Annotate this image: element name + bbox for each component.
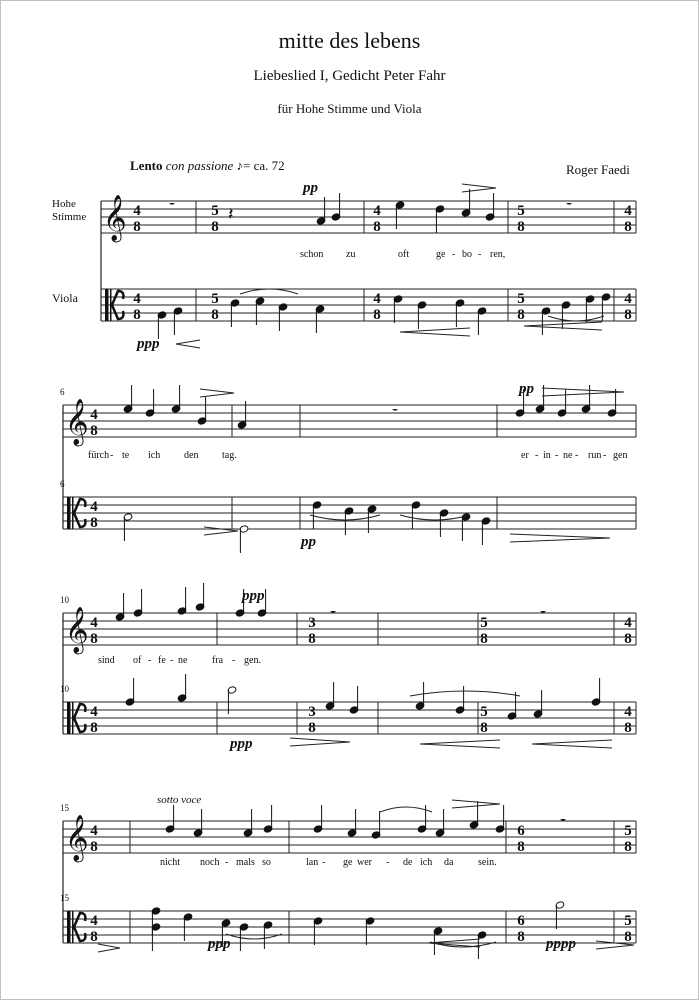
time-sig-denominator: 8 — [624, 929, 632, 945]
lyric-syllable: zu — [346, 249, 356, 260]
lyric-syllable: den — [184, 450, 199, 461]
treble-clef-icon: 𝄞 — [65, 399, 89, 444]
alto-clef-bar — [67, 911, 71, 943]
voice-staff — [63, 821, 636, 853]
time-sig-denominator: 8 — [308, 631, 316, 647]
lyric-syllable: fra — [212, 655, 224, 666]
treble-clef-icon: 𝄞 — [65, 815, 89, 860]
time-sig-denominator: 8 — [90, 423, 98, 439]
time-sig-denominator: 8 — [517, 219, 525, 235]
time-sig-numerator: 4 — [90, 913, 98, 929]
lyric-syllable: gen — [613, 450, 628, 461]
time-sig-denominator: 8 — [90, 929, 98, 945]
time-sig-numerator: 3 — [308, 704, 316, 720]
lyric-syllable: - — [225, 857, 229, 868]
slur — [400, 515, 470, 520]
measure-number: 15 — [60, 893, 69, 903]
lyric-syllable: - — [535, 450, 539, 461]
lyric-syllable: so — [262, 857, 271, 868]
whole-rest-icon: 𝄻 — [330, 607, 337, 624]
lyric-syllable: oft — [398, 249, 410, 260]
voice-expression: sotto voce — [157, 794, 202, 806]
time-sig-denominator: 8 — [624, 219, 632, 235]
lyric-syllable: sind — [98, 655, 115, 666]
treble-clef-icon: 𝄞 — [65, 607, 89, 652]
time-sig-numerator: 4 — [133, 291, 141, 307]
time-sig-denominator: 8 — [308, 720, 316, 736]
measure-number: 15 — [60, 803, 69, 813]
slur — [380, 807, 432, 812]
time-sig-numerator: 5 — [480, 704, 488, 720]
lyric-syllable: ne — [178, 655, 188, 666]
lyric-syllable: - — [452, 249, 456, 260]
time-sig-denominator: 8 — [480, 631, 488, 647]
lyric-syllable: schon — [300, 249, 324, 260]
time-sig-denominator: 8 — [90, 515, 98, 531]
decrescendo-hairpin — [542, 388, 624, 396]
lyric-syllable: in — [543, 450, 551, 461]
alto-clef-bar — [72, 911, 74, 943]
composer-name: Roger Faedi — [566, 162, 630, 177]
lyric-syllable: da — [444, 857, 454, 868]
measure-number: 6 — [60, 479, 65, 489]
time-sig-denominator: 8 — [211, 307, 219, 323]
lyric-syllable: mals — [236, 857, 255, 868]
viola-staff — [63, 702, 636, 734]
decrescendo-hairpin — [452, 800, 500, 808]
time-sig-denominator: 8 — [90, 839, 98, 855]
lyric-syllable: - — [170, 655, 174, 666]
alto-clef-bar — [105, 289, 109, 321]
lyric-syllable: bo — [462, 249, 472, 260]
alto-clef-bar — [110, 289, 112, 321]
crescendo-hairpin — [524, 322, 602, 330]
time-sig-denominator: 8 — [373, 307, 381, 323]
time-sig-denominator: 8 — [624, 720, 632, 736]
lyric-syllable: tag. — [222, 450, 237, 461]
lyric-syllable: te — [122, 450, 130, 461]
alto-clef-bar — [72, 497, 74, 529]
whole-rest-icon: 𝄻 — [560, 815, 567, 832]
lyric-syllable: noch — [200, 857, 220, 868]
time-sig-numerator: 4 — [624, 203, 632, 219]
measure-number: 10 — [60, 684, 69, 694]
time-sig-numerator: 4 — [90, 499, 98, 515]
voice-dynamic: pp — [519, 381, 534, 397]
time-sig-numerator: 4 — [624, 615, 632, 631]
lyric-syllable: - — [603, 450, 607, 461]
measure-number: 6 — [60, 387, 65, 397]
alto-clef-bar — [72, 702, 74, 734]
time-sig-numerator: 4 — [90, 823, 98, 839]
decrescendo-hairpin — [290, 738, 350, 746]
lyric-syllable: of — [133, 655, 142, 666]
alto-clef-bar — [67, 702, 71, 734]
whole-rest-icon: 𝄻 — [566, 199, 573, 216]
time-sig-numerator: 3 — [308, 615, 316, 631]
tempo-value: = ca. 72 — [243, 158, 285, 173]
decrescendo-hairpin — [462, 184, 496, 192]
voice-dynamic: pp — [303, 180, 318, 196]
lyric-syllable: run — [588, 450, 602, 461]
tempo-word: Lento — [130, 158, 163, 173]
lyric-syllable: ich — [148, 450, 161, 461]
time-sig-numerator: 4 — [90, 407, 98, 423]
crescendo-hairpin — [532, 740, 612, 748]
time-sig-numerator: 5 — [211, 203, 219, 219]
time-sig-numerator: 4 — [90, 704, 98, 720]
treble-clef-icon: 𝄞 — [103, 195, 127, 240]
time-sig-denominator: 8 — [373, 219, 381, 235]
voice-dynamic: ppp — [242, 588, 265, 604]
time-sig-denominator: 8 — [90, 631, 98, 647]
viola-dynamic: ppp — [230, 736, 253, 752]
slur — [240, 289, 298, 294]
time-sig-numerator: 4 — [373, 203, 381, 219]
time-sig-numerator: 4 — [624, 704, 632, 720]
whole-rest-icon: 𝄻 — [392, 405, 399, 422]
lyric-syllable: - — [110, 450, 114, 461]
instrumentation: für Hohe Stimme und Viola — [277, 101, 422, 116]
slur — [548, 316, 604, 321]
crescendo-hairpin — [420, 740, 500, 748]
lyric-syllable: de — [403, 857, 413, 868]
time-sig-numerator: 4 — [133, 203, 141, 219]
time-sig-numerator: 5 — [517, 203, 525, 219]
quarter-rest-icon: 𝄽 — [228, 204, 234, 224]
viola-dynamic: pppp — [546, 936, 576, 952]
lyric-syllable: sein. — [478, 857, 497, 868]
viola-dynamic: pp — [301, 534, 316, 550]
lyric-syllable: fe — [158, 655, 166, 666]
lyric-syllable: nicht — [160, 857, 180, 868]
voice-staff — [101, 201, 636, 233]
time-sig-numerator: 5 — [624, 823, 632, 839]
viola-dynamic: ppp — [137, 336, 160, 352]
crescendo-hairpin — [400, 328, 470, 336]
lyric-syllable: - — [232, 655, 236, 666]
eighth-note-icon: ♪ — [236, 158, 244, 173]
decrescendo-hairpin — [204, 527, 238, 535]
lyric-syllable: - — [575, 450, 579, 461]
score-subtitle: Liebeslied I, Gedicht Peter Fahr — [253, 68, 446, 84]
time-sig-numerator: 4 — [373, 291, 381, 307]
time-sig-numerator: 5 — [480, 615, 488, 631]
decrescendo-hairpin — [510, 534, 610, 542]
lyric-syllable: - — [478, 249, 482, 260]
lyric-syllable: ren, — [490, 249, 506, 260]
crescendo-hairpin — [176, 340, 200, 348]
lyric-syllable: lan — [306, 857, 319, 868]
time-sig-denominator: 8 — [211, 219, 219, 235]
time-sig-denominator: 8 — [517, 307, 525, 323]
lyric-syllable: ge — [436, 249, 446, 260]
time-sig-denominator: 8 — [624, 839, 632, 855]
time-sig-numerator: 5 — [517, 291, 525, 307]
time-sig-denominator: 8 — [517, 839, 525, 855]
tempo-expression: con passione — [165, 158, 234, 173]
lyric-syllable: ge — [343, 857, 353, 868]
lyric-syllable: er — [521, 450, 529, 461]
whole-rest-icon: 𝄻 — [169, 199, 176, 216]
lyric-syllable: gen. — [244, 655, 261, 666]
measure-number: 10 — [60, 595, 69, 605]
time-sig-denominator: 8 — [480, 720, 488, 736]
time-sig-denominator: 8 — [133, 307, 141, 323]
lyric-syllable: - — [322, 857, 326, 868]
time-sig-numerator: 6 — [517, 823, 525, 839]
alto-clef-bar — [67, 497, 71, 529]
time-sig-denominator: 8 — [624, 631, 632, 647]
lyric-syllable: - — [555, 450, 559, 461]
time-sig-numerator: 4 — [90, 615, 98, 631]
decrescendo-hairpin — [200, 389, 234, 397]
whole-rest-icon: 𝄻 — [540, 607, 547, 624]
lyric-syllable: fürch — [88, 450, 110, 461]
lyric-syllable: ne — [563, 450, 573, 461]
viola-part-name: Viola — [52, 291, 78, 305]
time-sig-denominator: 8 — [624, 307, 632, 323]
slur — [410, 691, 520, 696]
score-title: mitte des lebens — [278, 28, 421, 53]
decrescendo-hairpin — [98, 944, 120, 952]
voice-staff — [63, 613, 636, 645]
lyric-syllable: ich — [420, 857, 433, 868]
time-sig-numerator: 4 — [624, 291, 632, 307]
lyric-syllable: - — [386, 857, 390, 868]
voice-part-name: Hohe Stimme — [52, 198, 87, 223]
time-sig-denominator: 8 — [517, 929, 525, 945]
time-sig-numerator: 6 — [517, 913, 525, 929]
lyric-syllable: - — [148, 655, 152, 666]
time-sig-numerator: 5 — [211, 291, 219, 307]
viola-staff — [101, 289, 636, 321]
lyric-syllable: wer — [357, 857, 372, 868]
time-sig-denominator: 8 — [90, 720, 98, 736]
viola-dynamic: ppp — [208, 936, 231, 952]
time-sig-numerator: 5 — [624, 913, 632, 929]
time-sig-denominator: 8 — [133, 219, 141, 235]
